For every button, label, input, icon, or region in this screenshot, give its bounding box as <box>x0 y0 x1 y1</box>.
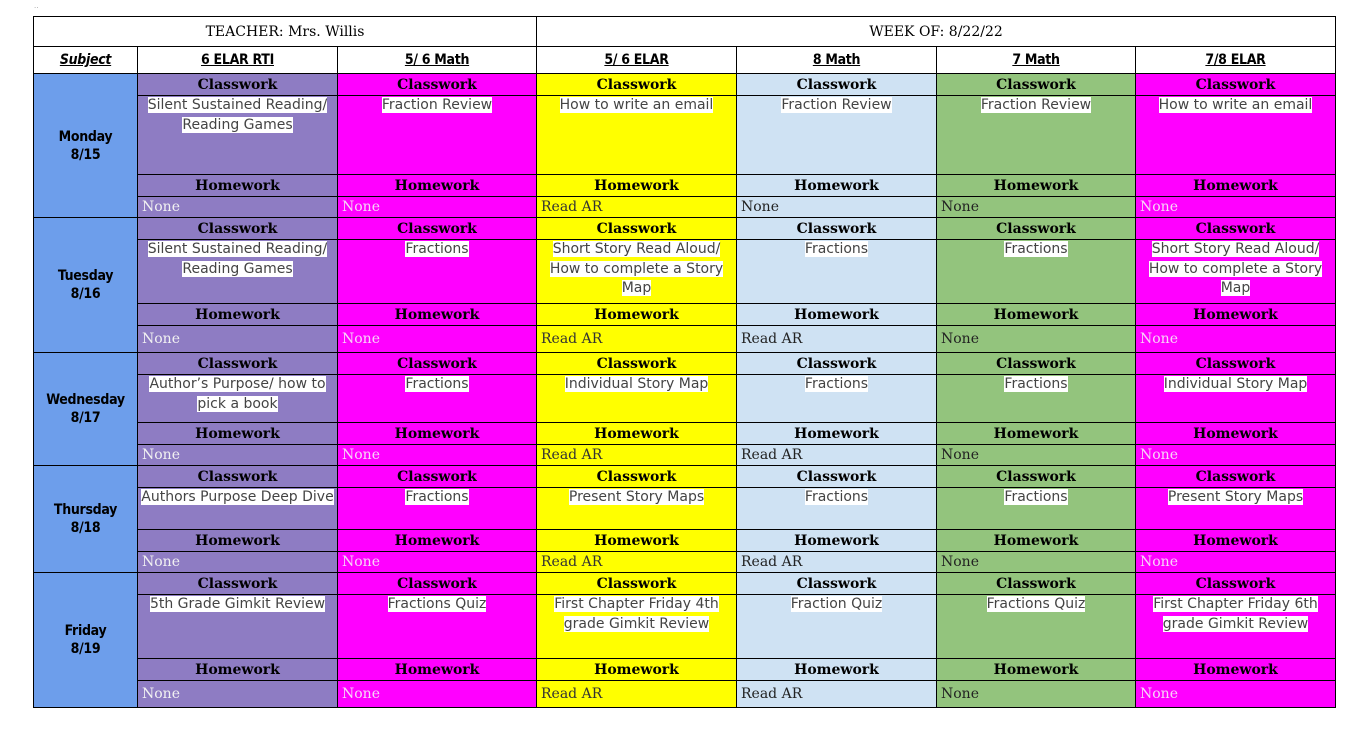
classwork-label-5-6-elar: Classwork <box>537 353 737 375</box>
classwork-label-5-6-math: Classwork <box>338 573 537 595</box>
classwork-text: Individual Story Map <box>1163 376 1308 392</box>
day-name: Tuesday <box>57 268 114 284</box>
homework-label-5-6-elar: Homework <box>537 423 737 445</box>
classwork-8-math[interactable] <box>737 488 937 530</box>
column-header-subject: Subject <box>34 47 138 74</box>
classwork-7-math[interactable] <box>937 375 1136 423</box>
classwork-text: Fractions <box>1004 376 1068 392</box>
classwork-label-7-8-elar: Classwork <box>1136 353 1336 375</box>
classwork-5-6-elar[interactable] <box>537 488 737 530</box>
classwork-label-7-8-elar: Classwork <box>1136 573 1336 595</box>
day-name: Thursday <box>53 502 118 518</box>
classwork-5-6-math[interactable] <box>338 595 537 659</box>
classwork-text: Fractions <box>405 376 469 392</box>
classwork-text: Fraction Review <box>781 97 892 113</box>
homework-label-7-8-elar: Homework <box>1136 304 1336 326</box>
classwork-text: Fractions <box>1004 241 1068 257</box>
classwork-5-6-elar[interactable] <box>537 240 737 304</box>
week-of: WEEK OF: 8/22/22 <box>537 17 1336 47</box>
classwork-label-6-elar-rti: Classwork <box>138 573 338 595</box>
classwork-label-5-6-math: Classwork <box>338 466 537 488</box>
classwork-6-elar-rti[interactable] <box>138 488 338 530</box>
classwork-text: Fraction Quiz <box>790 596 883 612</box>
homework-5-6-math[interactable]: None <box>338 681 537 708</box>
homework-label-7-math: Homework <box>937 423 1136 445</box>
day-name: Friday <box>64 623 107 639</box>
classwork-label-7-math: Classwork <box>937 466 1136 488</box>
homework-6-elar-rti[interactable]: None <box>138 681 338 708</box>
homework-7-8-elar[interactable]: None <box>1136 552 1336 573</box>
classwork-5-6-elar[interactable] <box>537 595 737 659</box>
classwork-5-6-elar[interactable] <box>537 375 737 423</box>
classwork-text: Fractions Quiz <box>387 596 487 612</box>
classwork-text: Fractions <box>405 241 469 257</box>
homework-7-8-elar[interactable]: None <box>1136 681 1336 708</box>
classwork-7-math[interactable] <box>937 240 1136 304</box>
lesson-plan-table <box>33 16 1336 708</box>
homework-8-math[interactable]: Read AR <box>737 445 937 466</box>
classwork-label-6-elar-rti: Classwork <box>138 353 338 375</box>
classwork-text: First Chapter Friday 6th grade Gimkit Review <box>1153 596 1318 632</box>
classwork-text: First Chapter Friday 4th grade Gimkit Review <box>554 596 719 632</box>
teacher-name: TEACHER: Mrs. Willis <box>34 17 537 47</box>
classwork-5-6-math[interactable] <box>338 488 537 530</box>
day-row-wednesday <box>34 353 1336 375</box>
homework-5-6-elar[interactable]: Read AR <box>537 445 737 466</box>
classwork-label-5-6-elar: Classwork <box>537 573 737 595</box>
homework-row <box>34 681 1336 708</box>
day-date: 8/17 <box>70 410 101 426</box>
homework-label-5-6-elar: Homework <box>537 659 737 681</box>
homework-6-elar-rti[interactable]: None <box>138 197 338 218</box>
classwork-7-math[interactable] <box>937 595 1136 659</box>
column-header-6-elar-rti: 6 ELAR RTI <box>138 47 338 74</box>
homework-8-math[interactable]: Read AR <box>737 681 937 708</box>
classwork-row <box>34 240 1336 304</box>
homework-6-elar-rti[interactable]: None <box>138 445 338 466</box>
classwork-row <box>34 595 1336 659</box>
classwork-label-6-elar-rti: Classwork <box>138 466 338 488</box>
classwork-7-8-elar[interactable] <box>1136 96 1336 175</box>
classwork-5-6-math[interactable] <box>338 240 537 304</box>
homework-label-row <box>34 304 1336 326</box>
classwork-text: Silent Sustained Reading/ Reading Games <box>147 241 328 277</box>
day-name: Wednesday <box>46 392 125 408</box>
homework-7-8-elar[interactable]: None <box>1136 197 1336 218</box>
day-label-friday <box>34 573 138 708</box>
day-label-thursday <box>34 466 138 573</box>
homework-5-6-elar[interactable]: Read AR <box>537 197 737 218</box>
classwork-7-8-elar[interactable] <box>1136 240 1336 304</box>
classwork-label-7-math: Classwork <box>937 74 1136 96</box>
column-header-7-8-elar: 7/8 ELAR <box>1136 47 1336 74</box>
homework-label-row <box>34 530 1336 552</box>
homework-label-7-8-elar: Homework <box>1136 175 1336 197</box>
classwork-label-7-math: Classwork <box>937 573 1136 595</box>
homework-label-7-math: Homework <box>937 659 1136 681</box>
classwork-label-5-6-math: Classwork <box>338 218 537 240</box>
classwork-text: How to write an email <box>559 97 714 113</box>
homework-label-row <box>34 659 1336 681</box>
classwork-label-5-6-math: Classwork <box>338 353 537 375</box>
homework-label-6-elar-rti: Homework <box>138 304 338 326</box>
classwork-label-8-math: Classwork <box>737 466 937 488</box>
classwork-label-7-8-elar: Classwork <box>1136 74 1336 96</box>
classwork-text: Fractions <box>804 241 869 257</box>
day-date: 8/18 <box>70 520 101 536</box>
homework-label-7-math: Homework <box>937 175 1136 197</box>
classwork-label-7-8-elar: Classwork <box>1136 466 1336 488</box>
day-date: 8/16 <box>70 286 101 302</box>
classwork-text: Fractions <box>1004 489 1068 505</box>
classwork-label-8-math: Classwork <box>737 573 937 595</box>
homework-label-5-6-math: Homework <box>338 175 537 197</box>
classwork-8-math[interactable] <box>737 240 937 304</box>
classwork-text: Fraction Review <box>980 97 1092 113</box>
homework-5-6-math[interactable]: None <box>338 552 537 573</box>
classwork-label-7-8-elar: Classwork <box>1136 218 1336 240</box>
homework-7-math[interactable]: None <box>937 445 1136 466</box>
day-date: 8/19 <box>70 641 101 657</box>
classwork-text: Short Story Read Aloud/ How to complete a Story Map <box>1148 241 1323 296</box>
classwork-text: Fractions <box>804 489 869 505</box>
homework-row <box>34 197 1336 218</box>
homework-label-5-6-math: Homework <box>338 304 537 326</box>
classwork-label-5-6-elar: Classwork <box>537 74 737 96</box>
homework-6-elar-rti[interactable]: None <box>138 552 338 573</box>
classwork-5-6-math[interactable] <box>338 96 537 175</box>
homework-8-math[interactable]: Read AR <box>737 552 937 573</box>
classwork-label-7-math: Classwork <box>937 218 1136 240</box>
homework-label-5-6-math: Homework <box>338 423 537 445</box>
homework-5-6-elar[interactable]: Read AR <box>537 681 737 708</box>
homework-row <box>34 445 1336 466</box>
homework-5-6-math[interactable]: None <box>338 197 537 218</box>
homework-6-elar-rti[interactable]: None <box>138 326 338 353</box>
classwork-8-math[interactable] <box>737 96 937 175</box>
classwork-text: Individual Story Map <box>564 376 709 392</box>
classwork-text: Fraction Review <box>381 97 493 113</box>
classwork-7-math[interactable] <box>937 96 1136 175</box>
corner-mark: .. <box>34 2 39 10</box>
classwork-row <box>34 96 1336 175</box>
column-header-5-6-elar: 5/ 6 ELAR <box>537 47 737 74</box>
homework-label-5-6-math: Homework <box>338 530 537 552</box>
column-header-8-math: 8 Math <box>737 47 937 74</box>
day-date: 8/15 <box>70 146 101 163</box>
classwork-text: How to write an email <box>1158 97 1313 113</box>
classwork-6-elar-rti[interactable] <box>138 240 338 304</box>
classwork-label-8-math: Classwork <box>737 218 937 240</box>
classwork-label-7-math: Classwork <box>937 353 1136 375</box>
classwork-5-6-math[interactable] <box>338 375 537 423</box>
day-row-friday <box>34 573 1336 595</box>
homework-7-math[interactable]: None <box>937 681 1136 708</box>
classwork-text: Short Story Read Aloud/ How to complete a Story Map <box>549 241 724 296</box>
homework-label-6-elar-rti: Homework <box>138 530 338 552</box>
homework-label-6-elar-rti: Homework <box>138 423 338 445</box>
classwork-text: Author’s Purpose/ how to pick a book <box>149 376 326 412</box>
subject-header-row <box>34 47 1336 74</box>
classwork-6-elar-rti[interactable] <box>138 595 338 659</box>
classwork-row <box>34 375 1336 423</box>
homework-5-6-math[interactable]: None <box>338 445 537 466</box>
classwork-text: Silent Sustained Reading/ Reading Games <box>147 97 328 133</box>
homework-label-7-8-elar: Homework <box>1136 659 1336 681</box>
homework-7-math[interactable]: None <box>937 326 1136 353</box>
day-row-tuesday <box>34 218 1336 240</box>
classwork-6-elar-rti[interactable] <box>138 96 338 175</box>
classwork-row <box>34 488 1336 530</box>
homework-5-6-elar[interactable]: Read AR <box>537 552 737 573</box>
homework-label-6-elar-rti: Homework <box>138 175 338 197</box>
day-label-monday <box>34 74 138 218</box>
homework-label-7-math: Homework <box>937 530 1136 552</box>
homework-label-row <box>34 175 1336 197</box>
day-row-monday <box>34 74 1336 96</box>
classwork-label-5-6-elar: Classwork <box>537 466 737 488</box>
classwork-text: 5th Grade Gimkit Review <box>149 596 326 612</box>
column-header-5-6-math: 5/ 6 Math <box>338 47 537 74</box>
classwork-text: Present Story Maps <box>1167 489 1304 505</box>
classwork-8-math[interactable] <box>737 595 937 659</box>
homework-8-math[interactable]: None <box>737 197 937 218</box>
classwork-text: Present Story Maps <box>568 489 705 505</box>
day-row-thursday <box>34 466 1336 488</box>
homework-7-8-elar[interactable]: None <box>1136 445 1336 466</box>
homework-5-6-elar[interactable]: Read AR <box>537 326 737 353</box>
homework-7-math[interactable]: None <box>937 197 1136 218</box>
homework-label-7-math: Homework <box>937 304 1136 326</box>
homework-label-8-math: Homework <box>737 659 937 681</box>
homework-5-6-math[interactable]: None <box>338 326 537 353</box>
classwork-label-8-math: Classwork <box>737 353 937 375</box>
homework-label-5-6-elar: Homework <box>537 304 737 326</box>
homework-8-math[interactable]: Read AR <box>737 326 937 353</box>
classwork-label-5-6-elar: Classwork <box>537 218 737 240</box>
classwork-text: Fractions Quiz <box>986 596 1086 612</box>
classwork-label-6-elar-rti: Classwork <box>138 218 338 240</box>
homework-label-7-8-elar: Homework <box>1136 423 1336 445</box>
homework-label-8-math: Homework <box>737 304 937 326</box>
classwork-6-elar-rti[interactable] <box>138 375 338 423</box>
homework-label-8-math: Homework <box>737 175 937 197</box>
classwork-5-6-elar[interactable] <box>537 96 737 175</box>
classwork-label-5-6-math: Classwork <box>338 74 537 96</box>
homework-label-5-6-elar: Homework <box>537 530 737 552</box>
homework-7-8-elar[interactable]: None <box>1136 326 1336 353</box>
classwork-text: Authors Purpose Deep Dive <box>141 489 334 505</box>
homework-label-row <box>34 423 1336 445</box>
classwork-7-8-elar[interactable] <box>1136 375 1336 423</box>
homework-7-math[interactable]: None <box>937 552 1136 573</box>
day-label-wednesday <box>34 353 138 466</box>
homework-label-8-math: Homework <box>737 530 937 552</box>
classwork-text: Fractions <box>405 489 469 505</box>
classwork-7-8-elar[interactable] <box>1136 488 1336 530</box>
column-header-7-math: 7 Math <box>937 47 1136 74</box>
homework-row <box>34 552 1336 573</box>
day-name: Monday <box>58 128 113 145</box>
classwork-label-6-elar-rti: Classwork <box>138 74 338 96</box>
homework-label-8-math: Homework <box>737 423 937 445</box>
homework-label-7-8-elar: Homework <box>1136 530 1336 552</box>
classwork-7-math[interactable] <box>937 488 1136 530</box>
homework-label-6-elar-rti: Homework <box>138 659 338 681</box>
homework-label-5-6-elar: Homework <box>537 175 737 197</box>
classwork-7-8-elar[interactable] <box>1136 595 1336 659</box>
day-label-tuesday <box>34 218 138 353</box>
homework-row <box>34 326 1336 353</box>
teacher-week-row <box>34 17 1336 47</box>
classwork-text: Fractions <box>804 376 869 392</box>
homework-label-5-6-math: Homework <box>338 659 537 681</box>
classwork-label-8-math: Classwork <box>737 74 937 96</box>
classwork-8-math[interactable] <box>737 375 937 423</box>
